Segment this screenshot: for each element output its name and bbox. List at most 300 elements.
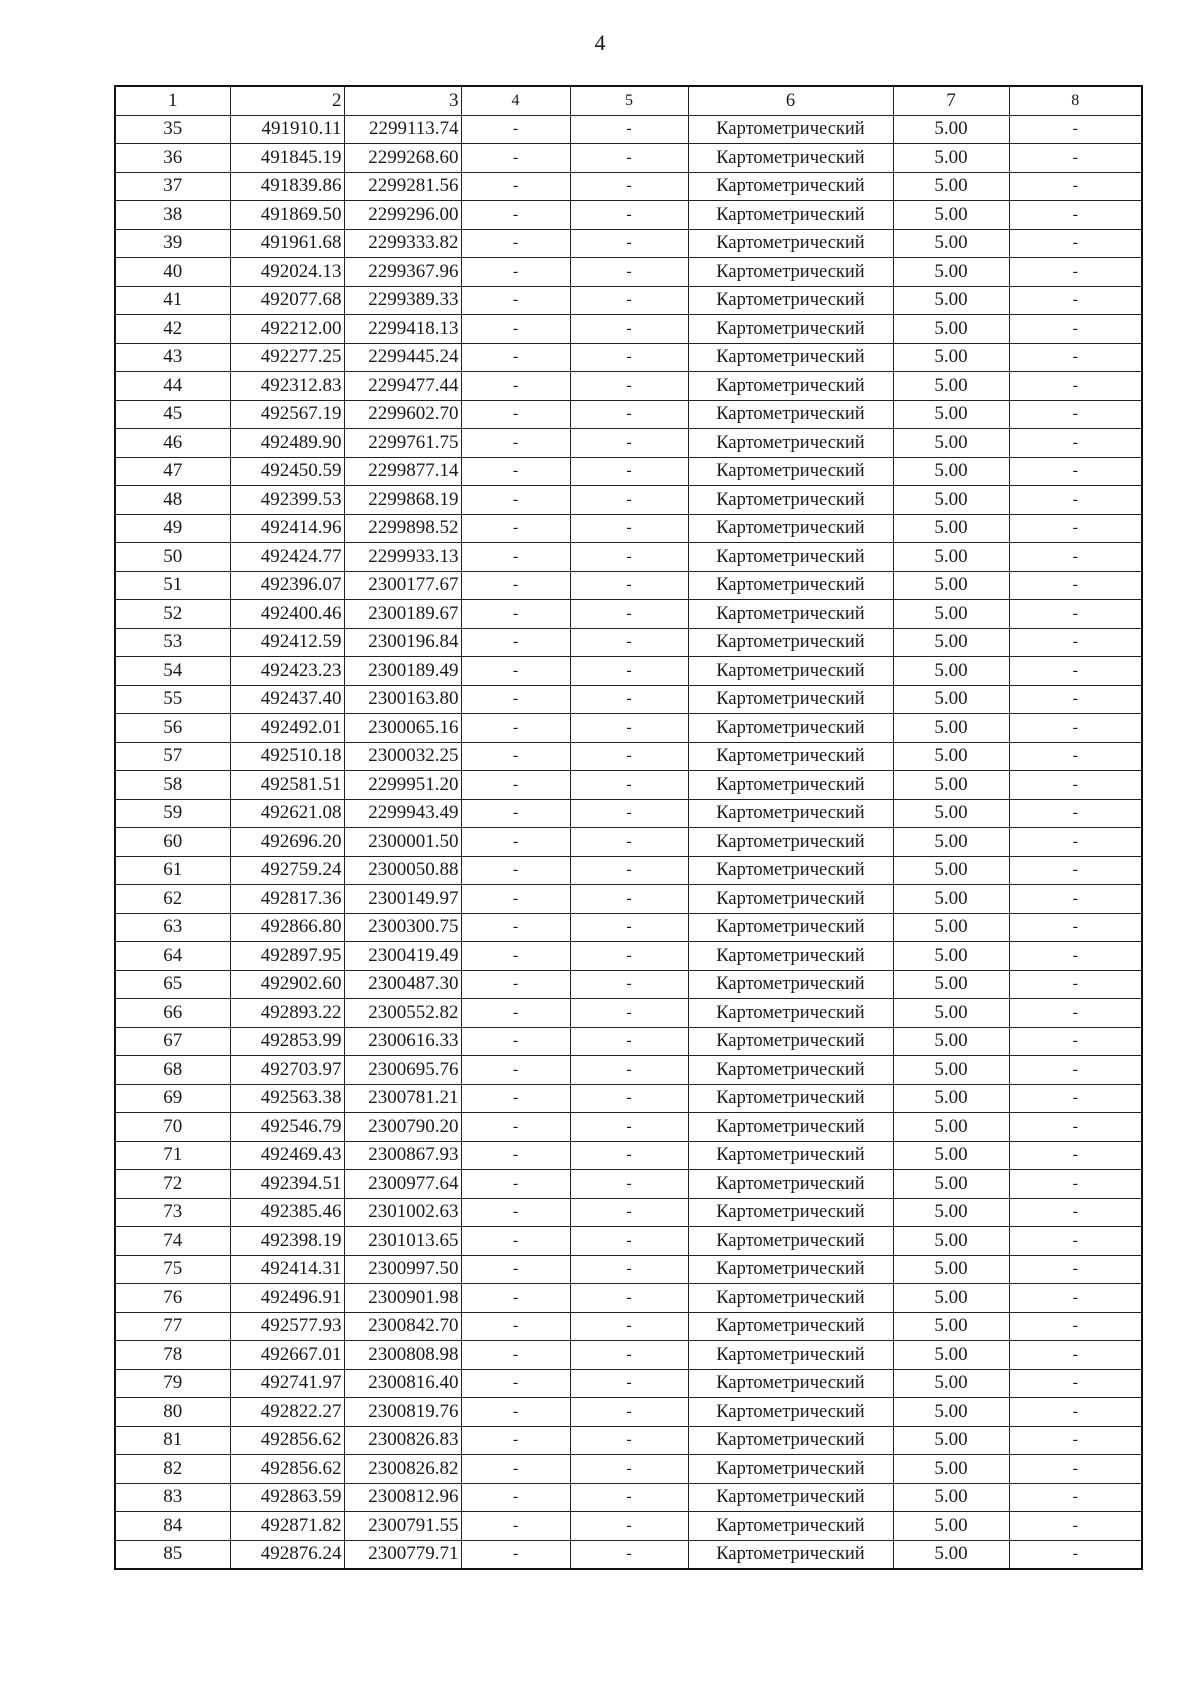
table-cell: 50 — [115, 543, 230, 572]
table-cell: 56 — [115, 714, 230, 743]
table-cell: - — [1009, 1255, 1142, 1284]
table-cell: 55 — [115, 685, 230, 714]
table-cell: 5.00 — [893, 828, 1009, 857]
table-row — [115, 1284, 1142, 1313]
table-cell: 5.00 — [893, 856, 1009, 885]
table-row — [115, 400, 1142, 429]
table-cell: 5.00 — [893, 1113, 1009, 1142]
table-cell: 492412.59 — [230, 628, 344, 657]
table-row — [115, 1113, 1142, 1142]
table-cell: 492385.46 — [230, 1198, 344, 1227]
table-cell: 492577.93 — [230, 1312, 344, 1341]
table-row — [115, 486, 1142, 515]
table-cell: Картометрический — [688, 885, 893, 914]
table-cell: - — [1009, 942, 1142, 971]
table-cell: 492312.83 — [230, 372, 344, 401]
table-cell: - — [461, 172, 570, 201]
table-cell: 5.00 — [893, 628, 1009, 657]
table-cell: Картометрический — [688, 1141, 893, 1170]
table-cell: - — [461, 115, 570, 144]
header-row — [115, 86, 1142, 115]
table-cell: 5.00 — [893, 1398, 1009, 1427]
table-cell: 2299943.49 — [344, 799, 461, 828]
table-row — [115, 229, 1142, 258]
table-cell: 5.00 — [893, 144, 1009, 173]
table-cell: - — [570, 286, 688, 315]
table-cell: 81 — [115, 1426, 230, 1455]
table-cell: 5.00 — [893, 942, 1009, 971]
table-cell: - — [1009, 115, 1142, 144]
table-row — [115, 315, 1142, 344]
table-cell: 492492.01 — [230, 714, 344, 743]
table-cell: 492853.99 — [230, 1027, 344, 1056]
table-cell: - — [570, 1141, 688, 1170]
table-cell: - — [1009, 571, 1142, 600]
table-cell: - — [461, 628, 570, 657]
table-cell: - — [570, 628, 688, 657]
table-cell: 2300842.70 — [344, 1312, 461, 1341]
table-cell: - — [1009, 714, 1142, 743]
table-cell: 2300977.64 — [344, 1170, 461, 1199]
table-cell: - — [570, 742, 688, 771]
table-cell: 44 — [115, 372, 230, 401]
table-cell: - — [461, 1426, 570, 1455]
table-cell: - — [461, 685, 570, 714]
table-cell: 492741.97 — [230, 1369, 344, 1398]
table-cell: 5.00 — [893, 885, 1009, 914]
table-cell: - — [461, 771, 570, 800]
table-cell: - — [570, 1284, 688, 1313]
table-cell: 41 — [115, 286, 230, 315]
table-cell: - — [1009, 628, 1142, 657]
table-cell: - — [570, 1455, 688, 1484]
table-cell: 5.00 — [893, 457, 1009, 486]
table-cell: - — [461, 1398, 570, 1427]
table-cell: 2300791.55 — [344, 1512, 461, 1541]
table-row — [115, 543, 1142, 572]
table-cell: Картометрический — [688, 144, 893, 173]
table-cell: 38 — [115, 201, 230, 230]
table-cell: 2299877.14 — [344, 457, 461, 486]
table-cell: - — [1009, 201, 1142, 230]
column-header: 3 — [344, 86, 461, 115]
table-cell: - — [461, 885, 570, 914]
table-row — [115, 457, 1142, 486]
table-cell: 35 — [115, 115, 230, 144]
table-cell: Картометрический — [688, 970, 893, 999]
table-cell: 492399.53 — [230, 486, 344, 515]
table-cell: 2299445.24 — [344, 343, 461, 372]
table-cell: - — [461, 1341, 570, 1370]
table-cell: 63 — [115, 913, 230, 942]
table-cell: 76 — [115, 1284, 230, 1313]
table-cell: - — [570, 913, 688, 942]
table-cell: Картометрический — [688, 913, 893, 942]
column-header: 1 — [115, 86, 230, 115]
table-cell: Картометрический — [688, 429, 893, 458]
table-cell: - — [461, 600, 570, 629]
table-cell: Картометрический — [688, 372, 893, 401]
table-cell: 5.00 — [893, 1284, 1009, 1313]
table-cell: 5.00 — [893, 115, 1009, 144]
table-cell: Картометрический — [688, 1483, 893, 1512]
table-row — [115, 771, 1142, 800]
table-row — [115, 1170, 1142, 1199]
table-cell: 491869.50 — [230, 201, 344, 230]
table-cell: - — [461, 1170, 570, 1199]
table-cell: - — [570, 457, 688, 486]
table-cell: - — [570, 1483, 688, 1512]
table-cell: - — [570, 999, 688, 1028]
table-row — [115, 1141, 1142, 1170]
table-cell: Картометрический — [688, 685, 893, 714]
table-cell: 5.00 — [893, 1170, 1009, 1199]
table-cell: 5.00 — [893, 1540, 1009, 1569]
table-cell: 492621.08 — [230, 799, 344, 828]
table-cell: 2300816.40 — [344, 1369, 461, 1398]
table-cell: Картометрический — [688, 1027, 893, 1056]
table-cell: - — [1009, 1027, 1142, 1056]
table-cell: 47 — [115, 457, 230, 486]
table-cell: - — [1009, 286, 1142, 315]
table-cell: Картометрический — [688, 1369, 893, 1398]
table-cell: 5.00 — [893, 1455, 1009, 1484]
table-cell: - — [570, 1369, 688, 1398]
table-cell: - — [1009, 343, 1142, 372]
table-cell: 492563.38 — [230, 1084, 344, 1113]
table-cell: 84 — [115, 1512, 230, 1541]
table-cell: 491961.68 — [230, 229, 344, 258]
table-cell: 2299281.56 — [344, 172, 461, 201]
table-row — [115, 429, 1142, 458]
table-cell: - — [1009, 1198, 1142, 1227]
table-cell: - — [1009, 1369, 1142, 1398]
table-cell: 2299477.44 — [344, 372, 461, 401]
table-cell: 5.00 — [893, 913, 1009, 942]
table-cell: Картометрический — [688, 229, 893, 258]
table-cell: 5.00 — [893, 1369, 1009, 1398]
table-cell: - — [461, 1113, 570, 1142]
table-cell: - — [570, 372, 688, 401]
table-cell: 5.00 — [893, 543, 1009, 572]
table-cell: - — [461, 543, 570, 572]
table-cell: - — [1009, 229, 1142, 258]
table-cell: 5.00 — [893, 1312, 1009, 1341]
table-cell: - — [570, 429, 688, 458]
table-cell: Картометрический — [688, 1540, 893, 1569]
table-cell: - — [570, 315, 688, 344]
table-cell: - — [570, 1227, 688, 1256]
table-cell: 492489.90 — [230, 429, 344, 458]
table-cell: - — [1009, 970, 1142, 999]
table-cell: 492897.95 — [230, 942, 344, 971]
table-cell: 5.00 — [893, 1512, 1009, 1541]
table-cell: 492414.31 — [230, 1255, 344, 1284]
table-cell: - — [570, 1170, 688, 1199]
table-cell: - — [1009, 172, 1142, 201]
table-cell: Картометрический — [688, 628, 893, 657]
table-cell: 5.00 — [893, 1483, 1009, 1512]
table-cell: - — [461, 457, 570, 486]
table-cell: 5.00 — [893, 685, 1009, 714]
table-cell: - — [570, 514, 688, 543]
table-cell: 2300826.82 — [344, 1455, 461, 1484]
table-cell: 85 — [115, 1540, 230, 1569]
table-row — [115, 999, 1142, 1028]
table-row — [115, 343, 1142, 372]
table-cell: 80 — [115, 1398, 230, 1427]
table-cell: Картометрический — [688, 571, 893, 600]
table-cell: 5.00 — [893, 1341, 1009, 1370]
table-cell: 64 — [115, 942, 230, 971]
table-cell: - — [461, 1084, 570, 1113]
table-cell: 2299602.70 — [344, 400, 461, 429]
table-cell: 492567.19 — [230, 400, 344, 429]
table-cell: - — [461, 1198, 570, 1227]
table-cell: 51 — [115, 571, 230, 600]
table-row — [115, 657, 1142, 686]
table-cell: - — [461, 714, 570, 743]
table-row — [115, 1398, 1142, 1427]
table-row — [115, 600, 1142, 629]
table-row — [115, 1512, 1142, 1541]
table-cell: 2300808.98 — [344, 1341, 461, 1370]
table-cell: Картометрический — [688, 1341, 893, 1370]
table-row — [115, 1483, 1142, 1512]
table-cell: 492546.79 — [230, 1113, 344, 1142]
table-cell: - — [461, 1284, 570, 1313]
table-cell: 492902.60 — [230, 970, 344, 999]
table-row — [115, 1312, 1142, 1341]
table-row — [115, 1255, 1142, 1284]
table-cell: - — [1009, 1540, 1142, 1569]
table-cell: - — [461, 1483, 570, 1512]
table-cell: Картометрический — [688, 1255, 893, 1284]
table-cell: Картометрический — [688, 1455, 893, 1484]
table-cell: 5.00 — [893, 657, 1009, 686]
table-row — [115, 1198, 1142, 1227]
table-row — [115, 286, 1142, 315]
table-cell: 45 — [115, 400, 230, 429]
table-cell: - — [461, 1312, 570, 1341]
table-cell: - — [461, 286, 570, 315]
table-cell: 2301013.65 — [344, 1227, 461, 1256]
table-cell: - — [1009, 1141, 1142, 1170]
table-cell: 5.00 — [893, 571, 1009, 600]
table-cell: 492400.46 — [230, 600, 344, 629]
table-cell: - — [570, 942, 688, 971]
table-cell: 2299418.13 — [344, 315, 461, 344]
table-cell: - — [570, 685, 688, 714]
table-cell: 492437.40 — [230, 685, 344, 714]
table-cell: 492822.27 — [230, 1398, 344, 1427]
table-cell: 57 — [115, 742, 230, 771]
table-cell: 52 — [115, 600, 230, 629]
table-cell: - — [570, 172, 688, 201]
table-cell: - — [570, 115, 688, 144]
table-cell: 5.00 — [893, 429, 1009, 458]
table-cell: Картометрический — [688, 999, 893, 1028]
table-cell: - — [570, 856, 688, 885]
table-row — [115, 742, 1142, 771]
table-cell: 491845.19 — [230, 144, 344, 173]
table-cell: - — [570, 258, 688, 287]
table-cell: 5.00 — [893, 999, 1009, 1028]
table-cell: 2300419.49 — [344, 942, 461, 971]
table-cell: - — [570, 1312, 688, 1341]
table-cell: 2299761.75 — [344, 429, 461, 458]
table-cell: Картометрический — [688, 115, 893, 144]
table-cell: Картометрический — [688, 1512, 893, 1541]
table-cell: - — [1009, 1084, 1142, 1113]
table-cell: - — [570, 1540, 688, 1569]
table-cell: - — [1009, 1227, 1142, 1256]
table-cell: 492510.18 — [230, 742, 344, 771]
table-cell: 72 — [115, 1170, 230, 1199]
table-cell: 58 — [115, 771, 230, 800]
table-row — [115, 828, 1142, 857]
table-cell: 2300189.67 — [344, 600, 461, 629]
table-row — [115, 1540, 1142, 1569]
table-cell: 492450.59 — [230, 457, 344, 486]
table-cell: - — [1009, 543, 1142, 572]
table-cell: 2300779.71 — [344, 1540, 461, 1569]
table-cell: - — [570, 1426, 688, 1455]
table-cell: 2300819.76 — [344, 1398, 461, 1427]
table-cell: 2300032.25 — [344, 742, 461, 771]
table-cell: 2299951.20 — [344, 771, 461, 800]
table-cell: - — [1009, 771, 1142, 800]
table-cell: - — [461, 828, 570, 857]
table-cell: 492581.51 — [230, 771, 344, 800]
table-cell: 492893.22 — [230, 999, 344, 1028]
table-cell: 492077.68 — [230, 286, 344, 315]
table-cell: 5.00 — [893, 1255, 1009, 1284]
table-cell: 5.00 — [893, 1056, 1009, 1085]
table-cell: 5.00 — [893, 258, 1009, 287]
table-cell: 2300790.20 — [344, 1113, 461, 1142]
table-cell: 5.00 — [893, 771, 1009, 800]
table-cell: - — [461, 201, 570, 230]
table-cell: Картометрический — [688, 1227, 893, 1256]
table-cell: - — [1009, 1113, 1142, 1142]
table-cell: - — [1009, 1426, 1142, 1455]
table-row — [115, 258, 1142, 287]
table-cell: Картометрический — [688, 1084, 893, 1113]
table-row — [115, 1227, 1142, 1256]
table-cell: 2299333.82 — [344, 229, 461, 258]
table-cell: 39 — [115, 229, 230, 258]
table-cell: 492871.82 — [230, 1512, 344, 1541]
table-cell: 2299268.60 — [344, 144, 461, 173]
table-cell: 59 — [115, 799, 230, 828]
table-cell: 492696.20 — [230, 828, 344, 857]
table-row — [115, 201, 1142, 230]
table-cell: 492277.25 — [230, 343, 344, 372]
table-cell: 5.00 — [893, 514, 1009, 543]
table-cell: - — [461, 1540, 570, 1569]
table-cell: 68 — [115, 1056, 230, 1085]
table-cell: 492667.01 — [230, 1341, 344, 1370]
table-cell: 2300997.50 — [344, 1255, 461, 1284]
table-row — [115, 144, 1142, 173]
table-cell: - — [1009, 1483, 1142, 1512]
table-cell: Картометрический — [688, 742, 893, 771]
table-cell: 2300065.16 — [344, 714, 461, 743]
table-cell: 61 — [115, 856, 230, 885]
table-cell: 5.00 — [893, 799, 1009, 828]
table-cell: - — [570, 543, 688, 572]
table-cell: - — [1009, 1455, 1142, 1484]
table-cell: Картометрический — [688, 400, 893, 429]
table-cell: 492469.43 — [230, 1141, 344, 1170]
table-cell: - — [570, 1341, 688, 1370]
table-cell: 2299389.33 — [344, 286, 461, 315]
table-row — [115, 1341, 1142, 1370]
column-header: 7 — [893, 86, 1009, 115]
table-cell: 69 — [115, 1084, 230, 1113]
table-cell: 5.00 — [893, 600, 1009, 629]
table-cell: - — [461, 258, 570, 287]
table-cell: Картометрический — [688, 315, 893, 344]
column-header: 6 — [688, 86, 893, 115]
table-cell: 492876.24 — [230, 1540, 344, 1569]
table-cell: - — [570, 1113, 688, 1142]
table-cell: 42 — [115, 315, 230, 344]
table-cell: 2300901.98 — [344, 1284, 461, 1313]
table-cell: 492703.97 — [230, 1056, 344, 1085]
table-cell: 79 — [115, 1369, 230, 1398]
column-header: 4 — [461, 86, 570, 115]
table-cell: 2300781.21 — [344, 1084, 461, 1113]
table-cell: - — [1009, 1512, 1142, 1541]
table-cell: 492398.19 — [230, 1227, 344, 1256]
table-cell: Картометрический — [688, 657, 893, 686]
table-cell: 492866.80 — [230, 913, 344, 942]
table-cell: - — [570, 828, 688, 857]
table-cell: 67 — [115, 1027, 230, 1056]
table-cell: 2299898.52 — [344, 514, 461, 543]
table-cell: - — [461, 913, 570, 942]
table-cell: 2299868.19 — [344, 486, 461, 515]
table-cell: Картометрический — [688, 1312, 893, 1341]
table-cell: 5.00 — [893, 315, 1009, 344]
table-cell: 71 — [115, 1141, 230, 1170]
table-cell: - — [461, 229, 570, 258]
table-cell: Картометрический — [688, 1398, 893, 1427]
table-cell: 2300826.83 — [344, 1426, 461, 1455]
table-cell: 2300812.96 — [344, 1483, 461, 1512]
table-cell: 2300616.33 — [344, 1027, 461, 1056]
table-cell: Картометрический — [688, 1284, 893, 1313]
table-cell: 492817.36 — [230, 885, 344, 914]
table-cell: - — [570, 201, 688, 230]
table-cell: - — [1009, 1398, 1142, 1427]
table-cell: 492423.23 — [230, 657, 344, 686]
table-cell: 2300149.97 — [344, 885, 461, 914]
table-cell: - — [461, 970, 570, 999]
table-cell: 5.00 — [893, 1227, 1009, 1256]
column-header: 5 — [570, 86, 688, 115]
table-cell: 492212.00 — [230, 315, 344, 344]
table-cell: - — [1009, 514, 1142, 543]
table-cell: 73 — [115, 1198, 230, 1227]
table-cell: 2300189.49 — [344, 657, 461, 686]
table-cell: - — [570, 486, 688, 515]
table-cell: Картометрический — [688, 799, 893, 828]
table-row — [115, 115, 1142, 144]
table-cell: 2300163.80 — [344, 685, 461, 714]
